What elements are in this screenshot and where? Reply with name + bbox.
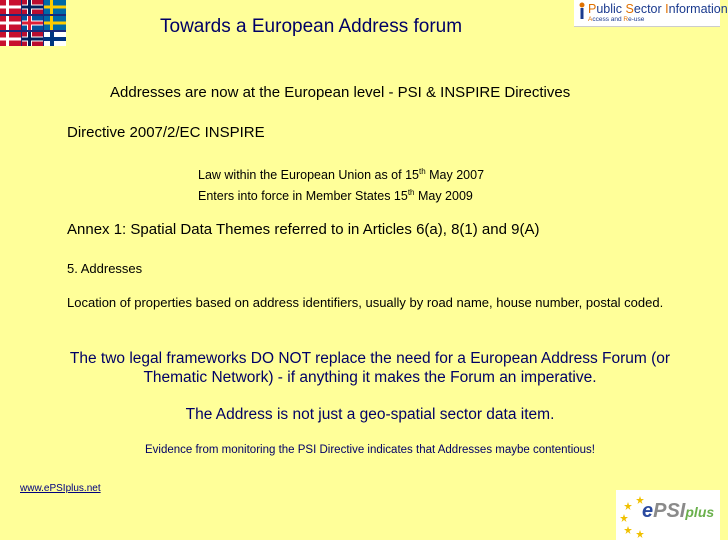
law-date-line-2: Enters into force in Member States 15th May 2009 [198, 188, 473, 204]
frameworks-statement: The two legal frameworks DO NOT replace the need for a European Address Forum (or Thematic Network) - if anything it makes the Forum an imperative. [69, 350, 671, 386]
evidence-statement: Evidence from monitoring the PSI Directive indicates that Addresses maybe contentious! [144, 444, 595, 456]
psi-logo [574, 0, 728, 27]
psi-logo-text: Public Sector Information [588, 2, 728, 16]
epsiplus-logo-text: ePSIplus [642, 500, 715, 522]
inspire-directive-heading: Directive 2007/2/EC INSPIRE [67, 124, 265, 141]
page-title: Towards a European Address forum [160, 16, 463, 37]
address-statement: The Address is not just a geo-spatial sector data item. [185, 406, 555, 423]
directives-heading: Addresses are now at the European level - PSI & INSPIRE Directives [110, 84, 571, 101]
psi-logo-subtext: Access and Re-use [588, 16, 645, 23]
addresses-item: 5. Addresses [67, 261, 143, 276]
location-description: Location of properties based on address identifiers, usually by road name, house number, postal coded. [67, 295, 664, 310]
annex-heading: Annex 1: Spatial Data Themes referred to in Articles 6(a), 8(1) and 9(A) [67, 221, 540, 238]
psi-mark-icon [577, 2, 587, 20]
law-dates [198, 163, 484, 205]
law-date-line-1: Law within the European Union as of 15th May 2007 [198, 167, 485, 183]
epsiplus-website-link[interactable]: www.ePSIplus.net [20, 483, 101, 494]
epsiplus-logo [616, 490, 720, 540]
nordic-flags-logo [0, 0, 66, 46]
flags-icon [0, 0, 66, 46]
